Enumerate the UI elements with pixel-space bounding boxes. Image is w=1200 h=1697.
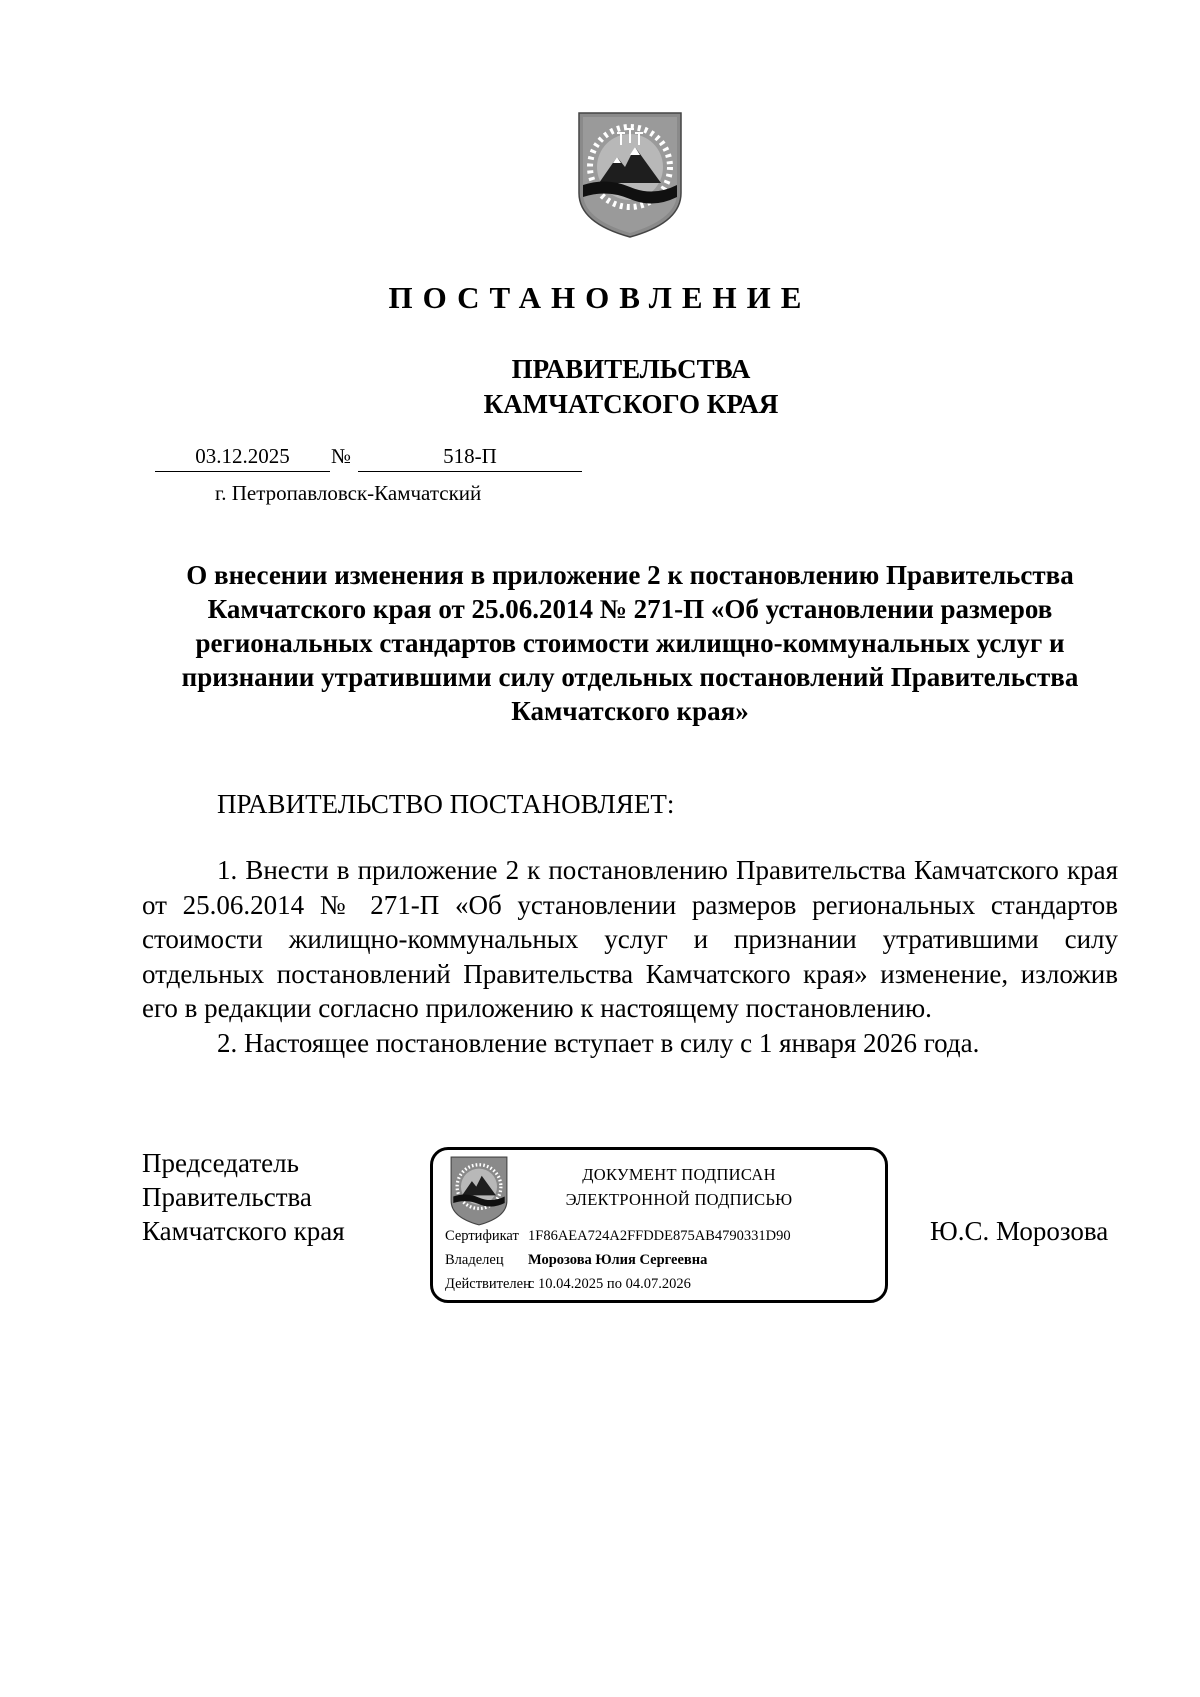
electronic-signature-stamp <box>430 1147 888 1303</box>
signer-title-line-3: Камчатского края <box>142 1216 345 1246</box>
issuing-authority <box>0 352 1200 422</box>
owner-row <box>445 1250 707 1270</box>
subject-line-3: региональных стандартов стоимости жилищно-коммунальных услуг и <box>195 628 1065 658</box>
subject-line-4: признании утратившими силу отдельных постановлений Правительства <box>181 662 1079 692</box>
decree-item-2: 2. Настоящее постановление вступает в силу с 1 января 2026 года. <box>217 1027 980 1058</box>
authority-line-2: КАМЧАТСКОГО КРАЯ <box>483 389 779 419</box>
authority-line-1: ПРАВИТЕЛЬСТВА <box>511 354 751 384</box>
decree-item-1: 1. Внести в приложение 2 к постановлению Правительства Камчатского края от 25.06.2014 № 271-П «Об установлении размеров региональных стандартов стоимости жилищно-коммунальных услуг и признании утратившими силу отдельных постановлений Правительства Камчатского края» изменение, изложив его в редакции согласно приложению к настоящему постановлению. <box>142 855 1118 1023</box>
decree-body <box>142 853 1118 1060</box>
owner-value: Морозова Юлия Сергеевна <box>528 1252 708 1268</box>
stamp-heading-line-1: ДОКУМЕНТ ПОДПИСАН <box>582 1165 776 1184</box>
certificate-row <box>445 1226 791 1246</box>
certificate-value: 1F86AEA724A2FFDDE875AB4790331D90 <box>528 1228 791 1244</box>
coat-of-arms-icon <box>577 111 683 239</box>
number-sign: № <box>331 444 352 468</box>
signer-title-line-1: Председатель <box>142 1148 299 1178</box>
subject-line-2: Камчатского края от 25.06.2014 № 271-П «Об установлении размеров <box>207 594 1053 624</box>
certificate-label: Сертификат <box>445 1228 519 1244</box>
document-number: 518-П <box>358 441 582 472</box>
validity-label: Действителен <box>445 1276 531 1292</box>
owner-label: Владелец <box>445 1252 504 1268</box>
validity-value: с 10.04.2025 по 04.07.2026 <box>528 1276 691 1292</box>
city-name: г. Петропавловск-Камчатский <box>215 481 482 505</box>
subject-line-1: О внесении изменения в приложение 2 к постановлению Правительства <box>186 560 1074 590</box>
document-type-heading: ПОСТАНОВЛЕНИЕ <box>388 280 812 315</box>
coat-of-arms-icon <box>450 1156 508 1226</box>
signer-name: Ю.С. Морозова <box>930 1216 1109 1246</box>
signer-title-line-2: Правительства <box>142 1182 312 1212</box>
document-subject <box>145 558 1115 728</box>
document-date: 03.12.2025 <box>155 441 330 472</box>
validity-row <box>445 1274 691 1294</box>
decree-intro: ПРАВИТЕЛЬСТВО ПОСТАНОВЛЯЕТ: <box>217 789 675 819</box>
stamp-heading <box>529 1162 829 1212</box>
signer-title <box>142 1146 345 1248</box>
subject-line-5: Камчатского края» <box>511 696 749 726</box>
stamp-heading-line-2: ЭЛЕКТРОННОЙ ПОДПИСЬЮ <box>565 1190 793 1209</box>
